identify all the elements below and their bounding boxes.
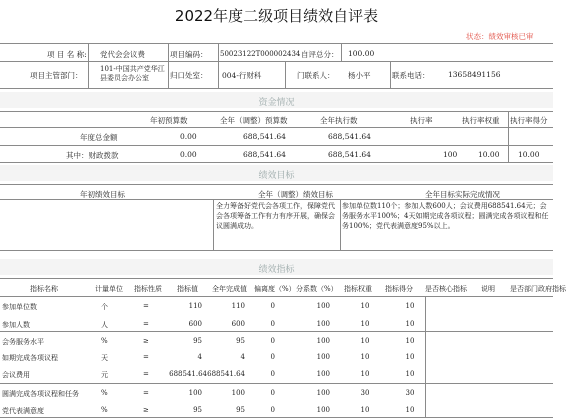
ind-nature: =	[143, 370, 149, 378]
funds-row-total-label: 年度总金额	[80, 133, 118, 142]
section-indicators: 绩效指标	[258, 265, 295, 275]
ind-unit: %	[101, 406, 108, 414]
ind-deviation: 0	[270, 302, 275, 310]
status-badge: 状态：绩效审核已审	[466, 32, 534, 41]
ind-actual: 95	[236, 337, 245, 345]
ind-target: 4	[197, 353, 202, 361]
dept-label: 项目主管部门：	[30, 71, 83, 80]
ind-deviation: 0	[270, 406, 275, 414]
office-label: 归口处室：	[170, 71, 208, 80]
funds-row-fiscal-rate: 100	[443, 150, 458, 159]
funds-header-initial: 年初预算数	[150, 116, 188, 125]
ind-actual: 688541.64	[207, 370, 245, 378]
table-row: 圆满完成各项议程和任务	[2, 390, 79, 398]
goals-actual-text: 参加单位数110个；参加人数600人；会议费用688541.64元；会务服务水平100%；4天如期完成各项议程；圆满完成各项议程和任务100%；党代表满意度95%以上。	[342, 202, 549, 230]
ind-nature: =	[143, 302, 149, 310]
ind-unit: 元	[101, 371, 108, 379]
funds-row-total-adjusted: 688,541.64	[243, 132, 286, 141]
ind-unit: 个	[101, 303, 108, 311]
funds-header-rate: 执行率	[410, 116, 433, 125]
dept-value: 101-中国共产党华江县委员会办公室	[100, 65, 165, 82]
ind-coef: 100	[316, 389, 330, 397]
project-name-value: 党代会会议费	[100, 50, 145, 59]
ind-weight: 10	[360, 406, 370, 414]
ind-nature: =	[143, 353, 149, 361]
table-row: 会务服务水平	[2, 338, 44, 346]
ind-actual: 600	[231, 320, 245, 328]
ind-weight: 10	[360, 302, 370, 310]
contact-value: 杨小平	[348, 71, 371, 80]
contact-label: 门联系人：	[297, 71, 335, 80]
ind-header-core: 是否核心指标	[425, 285, 467, 293]
funds-header-score: 执行率得分	[510, 116, 548, 125]
ind-header-target: 指标值	[177, 285, 198, 293]
ind-unit: %	[101, 337, 108, 345]
ind-header-nature: 指标性质	[134, 285, 162, 293]
ind-header-gov: 是否部门政府指标	[510, 285, 566, 293]
phone-value: 13658491156	[448, 70, 501, 79]
ind-unit: 人	[101, 321, 108, 329]
page-title: 2022年度二级项目绩效自评表	[174, 7, 379, 25]
ind-coef: 100	[316, 302, 330, 310]
ind-header-name: 指标名称	[30, 285, 58, 293]
goals-col-initial: 年初绩效目标	[80, 190, 125, 199]
funds-row-total-executed: 688,541.64	[328, 132, 371, 141]
ind-score: 10	[405, 406, 415, 414]
ind-deviation: 0	[270, 320, 275, 328]
ind-deviation: 0	[270, 337, 275, 345]
ind-weight: 10	[360, 320, 370, 328]
project-code-value: 50023122T000002434	[220, 50, 301, 58]
ind-deviation: 0	[270, 370, 275, 378]
ind-header-weight: 指标权重	[344, 285, 372, 293]
office-value: 004-行财科	[222, 71, 262, 80]
funds-row-fiscal-executed: 688,541.64	[328, 150, 371, 159]
goals-adjusted-text: 全力筹备好党代会各项工作，保障党代会各项筹备工作有力有序开展，确保会议圆满成功。	[216, 202, 335, 230]
ind-deviation: 0	[270, 389, 275, 397]
project-name-label: 项 目 名 称:	[47, 50, 87, 59]
goals-col-adjusted: 全年（调整）绩效目标	[258, 190, 333, 199]
project-code-label: 项目编码：	[170, 50, 208, 59]
ind-target: 110	[188, 302, 202, 310]
ind-header-unit: 计量单位	[95, 285, 123, 293]
funds-row-fiscal-initial: 0.00	[180, 150, 197, 159]
ind-target: 600	[188, 320, 202, 328]
ind-unit: %	[101, 389, 108, 397]
ind-header-note: 说明	[481, 285, 495, 293]
ind-weight: 10	[360, 370, 370, 378]
ind-header-deviation: 偏离度（%）	[254, 285, 296, 293]
section-funds: 资金情况	[258, 98, 295, 108]
ind-score: 10	[405, 353, 415, 361]
ind-coef: 100	[316, 406, 330, 414]
ind-coef: 100	[316, 337, 330, 345]
ind-target: 688541.64	[169, 370, 207, 378]
funds-row-total-initial: 0.00	[180, 132, 197, 141]
table-row: 如期完成各项议程	[2, 354, 58, 362]
ind-actual: 4	[240, 353, 245, 361]
funds-header-weight: 执行率权重	[462, 116, 500, 125]
ind-target: 95	[193, 406, 202, 414]
ind-score: 10	[405, 370, 415, 378]
table-row: 党代表满意度	[2, 407, 44, 415]
ind-coef: 100	[316, 353, 330, 361]
ind-nature: =	[143, 389, 149, 397]
ind-header-actual: 全年完成值	[212, 285, 247, 293]
ind-score: 10	[405, 320, 415, 328]
funds-row-fiscal-weight: 10.00	[478, 150, 500, 159]
ind-coef: 100	[316, 320, 330, 328]
ind-deviation: 0	[270, 353, 275, 361]
ind-weight: 10	[360, 353, 370, 361]
ind-coef: 100	[316, 370, 330, 378]
funds-header-adjusted: 全年（调整）预算数	[220, 116, 288, 125]
phone-label: 联系电话：	[392, 71, 430, 80]
ind-actual: 95	[236, 406, 245, 414]
goals-col-actual: 全年目标实际完成情况	[425, 190, 500, 199]
table-row: 参加单位数	[2, 303, 37, 311]
ind-nature: =	[143, 320, 149, 328]
score-label: 自评总分：	[301, 50, 339, 59]
ind-score: 10	[405, 337, 415, 345]
ind-header-coef: 分系数（%）	[296, 285, 338, 293]
ind-weight: 30	[360, 389, 370, 397]
ind-target: 95	[193, 337, 202, 345]
ind-actual: 110	[231, 302, 245, 310]
ind-unit: 天	[101, 354, 108, 362]
table-row: 会议费用	[2, 371, 30, 379]
ind-target: 100	[188, 389, 202, 397]
funds-header-executed: 全年执行数	[320, 116, 358, 125]
funds-row-fiscal-score: 10.00	[518, 150, 540, 159]
ind-actual: 100	[231, 389, 245, 397]
ind-nature: ≥	[143, 406, 149, 414]
ind-weight: 10	[360, 337, 370, 345]
score-value: 100.00	[348, 49, 375, 58]
ind-nature: ≥	[143, 337, 149, 345]
ind-score: 30	[405, 389, 415, 397]
table-row: 参加人数	[2, 321, 30, 329]
section-goals: 绩效目标	[258, 171, 295, 181]
ind-score: 10	[405, 302, 415, 310]
funds-row-fiscal-label: 其中：财政拨款	[66, 151, 119, 160]
ind-header-score: 指标得分	[385, 285, 413, 293]
funds-row-fiscal-adjusted: 688,541.64	[243, 150, 286, 159]
